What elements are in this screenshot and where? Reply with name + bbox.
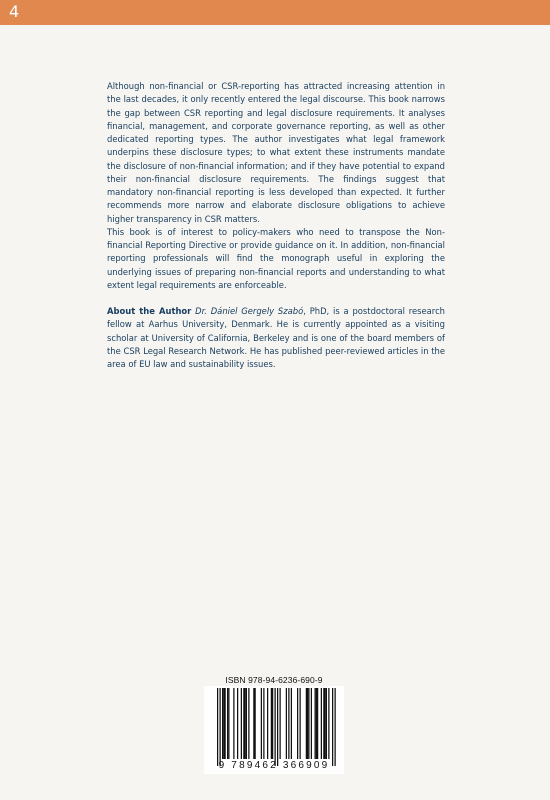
about-author-heading: About the Author [107,306,192,316]
barcode-bar [321,688,322,759]
barcode-bar [223,688,224,759]
barcode-bar [275,688,276,766]
barcode-bar [261,688,262,759]
isbn-label: ISBN 978-94-6236-690-9 [225,675,323,685]
barcode-bar [326,688,327,759]
description-paragraph-2: This book is of interest to policy-makers who need to transpose the Non-financial Reporting Directive or provide guidance on it. In addition, non-financial reporting professionals will find the monograph useful in exploring the underlying issues of preparing non-financial reports and understanding to what extent legal requirements are enforceable. [107,226,445,290]
barcode-bar [316,688,317,759]
top-color-band [0,0,550,25]
barcode-bar [271,688,272,759]
barcode-bar [325,688,326,759]
barcode-bar [263,688,264,759]
barcode-bar [306,688,307,759]
isbn-barcode [204,674,344,774]
barcode-bar [253,688,254,759]
barcode-bar [246,688,247,759]
barcode-area [204,686,344,774]
barcode-bar [228,688,229,759]
barcode-bar [335,688,336,766]
barcode-bar [255,688,256,759]
barcode-bar [300,688,301,759]
barcode-bar [307,688,308,759]
back-cover-text [107,80,445,371]
barcode-bar [248,688,249,759]
barcode-bar [311,688,312,759]
barcode-bar [323,688,324,759]
barcode-bar [220,688,221,766]
author-bio: , PhD, is a postdoctoral research fellow at Aarhus University, Denmark. He is currently appointed as a visiting scholar at University of California, Berkeley and is one of the board members of the CSR Legal Research Network. He has published peer-reviewed articles in the area of EU law and sustainability issues. [107,306,445,369]
barcode-bar [297,688,298,759]
barcode-bar [317,688,318,759]
barcode-bar [222,688,223,759]
barcode-bar [332,688,333,766]
barcode-bar [291,688,292,759]
barcode-bar [233,688,234,759]
barcode-bar [217,688,218,766]
barcode-bar [288,688,289,759]
barcode-bar [328,688,329,759]
page-number: 4 [9,2,20,21]
barcode-bar [286,688,287,759]
barcode-bar [245,688,246,759]
barcode-bar [225,688,226,759]
barcode-bar [267,688,268,759]
barcode-digits: 9 789462 366909 [218,760,330,771]
description-paragraph-1: Although non-financial or CSR-reporting has attracted increasing attention in the last decades, it only recently entered the legal discourse. This book narrows the gap between CSR reporting and legal disclosure requirements. It analyses financial, management, and corporate governance reporting, as well as other dedicated reporting types. The author investigates what legal framework underpins these disclosure types; to what extent these instruments mandate the disclosure of non-financial information; and if they have potential to expand their non-financial disclosure requirements. The findings suggest that mandatory non-financial reporting is less developed than expected. It further recommends more narrow and elaborate disclosure obligations to achieve higher transparency in CSR matters. [107,81,445,224]
barcode-bar [280,688,281,759]
author-name: Dr. Dániel Gergely Szabó [195,306,304,316]
barcode-bar [308,688,309,759]
barcode-bar [227,688,228,759]
barcode-bar [272,688,273,759]
barcode-bar [241,688,242,759]
about-the-author [107,305,445,371]
barcode-bar [315,688,316,759]
barcode-bar [243,688,244,759]
barcode-bar [237,688,238,759]
barcode-bar [277,688,278,766]
